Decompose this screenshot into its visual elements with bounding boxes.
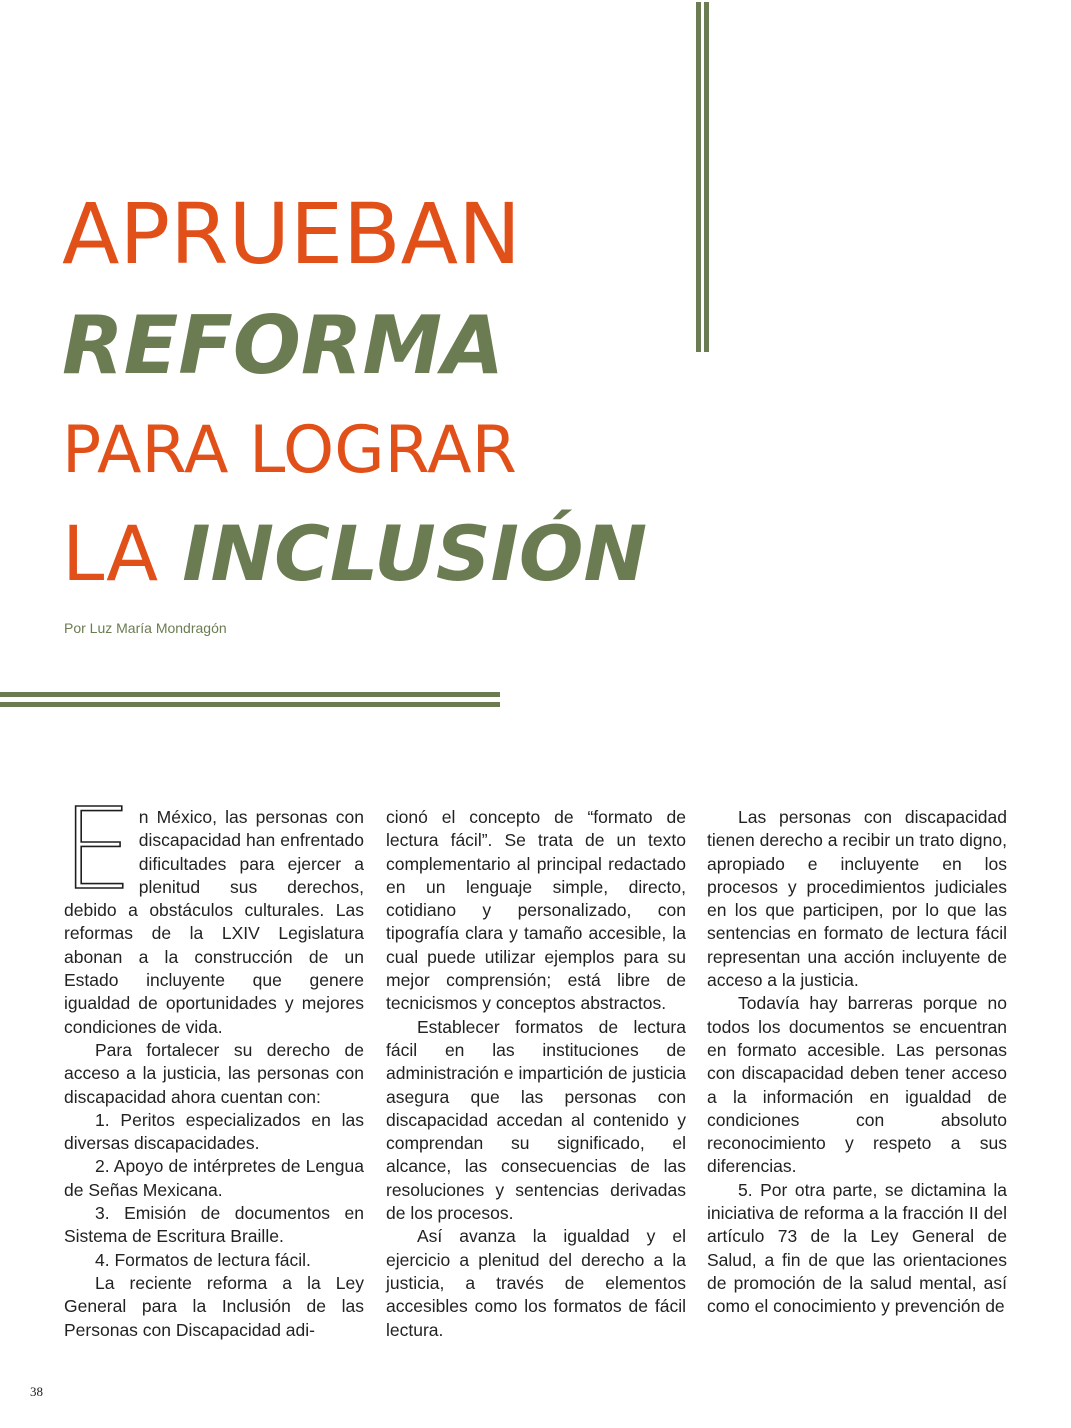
page-number: 38: [30, 1384, 43, 1399]
drop-cap: E: [62, 785, 133, 915]
list-item: 3. Emisión de documentos en Sistema de Escritura Braille.: [64, 1203, 364, 1247]
title-line-2: REFORMA: [62, 299, 505, 392]
list-item: 2. Apoyo de intérpretes de Lengua de Señas Mexicana.: [64, 1156, 364, 1200]
article-paragraph: [62, 785, 364, 1039]
title-line-4: [62, 509, 648, 598]
title-line-3: PARA LOGRAR: [62, 413, 517, 488]
article-paragraph: La reciente reforma a la Ley General para la Inclusión de las Personas con Discapacidad adi-: [64, 1272, 364, 1340]
article-column-1: [62, 785, 364, 1342]
article-paragraph: cionó el concepto de “formato de lectura fácil”. Se trata de un texto complementario al principal redactado en un lenguaje simple, directo, cotidiano y personalizado, con tipografía clara y tamaño accesible, la cual puede utilizar ejemplos para su mejor comprensión; está libre de tecnicismos y conceptos abstractos.: [386, 807, 686, 1014]
vertical-rule-left: [696, 2, 701, 352]
horizontal-rule-top: [0, 692, 500, 697]
article-paragraph: Así avanza la igualdad y el ejercicio a plenitud del derecho a la justicia, a través de elementos accesibles como los formatos de fácil lectura.: [386, 1226, 686, 1340]
title-line-1: APRUEBAN: [62, 185, 521, 283]
horizontal-rule-bottom: [0, 702, 500, 707]
article-paragraph: Para fortalecer su derecho de acceso a la justicia, las personas con discapacidad ahora cuentan con:: [64, 1039, 364, 1107]
title-line-4-prefix: LA: [62, 509, 183, 598]
byline: Por Luz María Mondragón: [64, 620, 227, 636]
article-paragraph: Establecer formatos de lectura fácil en las instituciones de administración e impartición de justicia asegura que las personas con discapacidad accedan al contenido y comprendan su significado, el alcance, las consecuencias de las resoluciones y sentencias derivadas de los procesos.: [386, 1016, 686, 1224]
vertical-rule-right: [704, 2, 709, 352]
article-column-2: [386, 806, 686, 1342]
article-column-3: [707, 806, 1007, 1319]
article-paragraph: Todavía hay barreras porque no todos los documentos se encuentran en formato accesible. Las personas con discapacidad deben tener acceso a la información en igualdad de condiciones con absoluto reconocimiento y respeto a sus diferencias.: [707, 993, 1007, 1177]
article-paragraph: 5. Por otra parte, se dictamina la iniciativa de reforma a la fracción II del artículo 73 de la Ley General de Salud, a fin de que las orientaciones de promoción de la salud mental, así como el conocimiento y prevención de: [707, 1179, 1007, 1317]
paragraph-text: n México, las personas con discapacidad han enfrentado dificultades para ejercer a plenitud sus derechos, debido a obstáculos culturales. Las reformas de la LXIV Legislatura abonan a la construcción de un Estado incluyente que genere igualdad de oportunidades y mejores condiciones de vida.: [64, 807, 364, 1037]
list-item: 4. Formatos de lectura fácil.: [95, 1249, 311, 1270]
article-paragraph: Las personas con discapacidad tienen derecho a recibir un trato digno, apropiado e incluyente en los procesos y procedimientos judiciales en los que participen, por lo que las sentencias en formato de lectura fácil representan una acción incluyente de acceso a la justicia.: [707, 807, 1007, 991]
list-item: 1. Peritos especializados en las diversas discapacidades.: [64, 1109, 364, 1154]
title-line-4-emphasis: INCLUSIÓN: [182, 509, 648, 598]
